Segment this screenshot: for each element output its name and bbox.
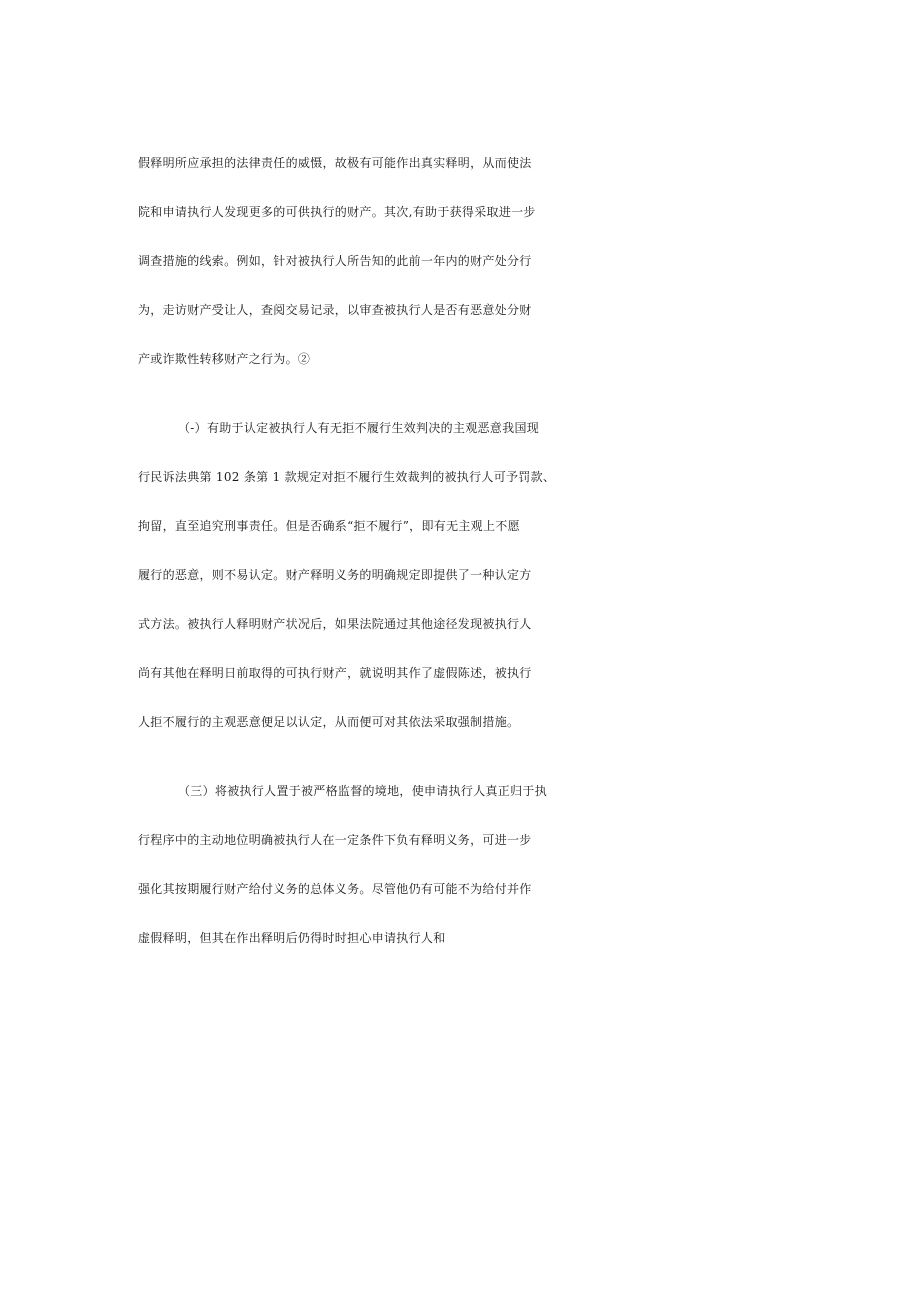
text-line: 人拒不履行的主观恶意便足以认定，从而便可对其依法采取强制措施。 <box>138 715 520 729</box>
text-line: （三）将被执行人置于被严格监督的境地，使申请执行人真正归于执 <box>178 784 548 798</box>
text-line: 强化其按期履行财产给付义务的总体义务。尽管他仍有可能不为给付并作 <box>138 882 532 896</box>
text-line: 假释明所应承担的法律责任的威慑，故极有可能作出真实释明，从而使法 <box>138 156 532 170</box>
text-line: 尚有其他在释明日前取得的可执行财产，就说明其作了虚假陈述，被执行 <box>138 666 532 680</box>
text-line: 式方法。被执行人释明财产状况后，如果法院通过其他途径发现被执行人 <box>138 617 532 631</box>
text-line: 产或诈欺性转移财产之行为。② <box>138 352 311 366</box>
text-line: 院和申请执行人发现更多的可供执行的财产。其次,有助于获得采取进一步 <box>138 205 536 219</box>
text-line: （-）有助于认定被执行人有无拒不履行生效判决的主观恶意我国现 <box>178 421 540 435</box>
text-line: 虚假释明，但其在作出释明后仍得时时担心申请执行人和 <box>138 931 446 945</box>
text-line: 履行的恶意，则不易认定。财产释明义务的明确规定即提供了一种认定方 <box>138 568 532 582</box>
text-line: 行程序中的主动地位明确被执行人在一定条件下负有释明义务，可进一步 <box>138 833 532 847</box>
text-line: 调查措施的线索。例如，针对被执行人所告知的此前一年内的财产处分行 <box>138 254 532 268</box>
text-line: 行民诉法典第 102 条第 1 款规定对拒不履行生效裁判的被执行人可予罚款、 <box>138 470 556 484</box>
text-line: 为，走访财产受让人，查阅交易记录，以审查被执行人是否有恶意处分财 <box>138 303 532 317</box>
text-line: 拘留，直至追究刑事责任。但是否确系“拒不履行”，即有无主观上不愿 <box>138 519 520 533</box>
